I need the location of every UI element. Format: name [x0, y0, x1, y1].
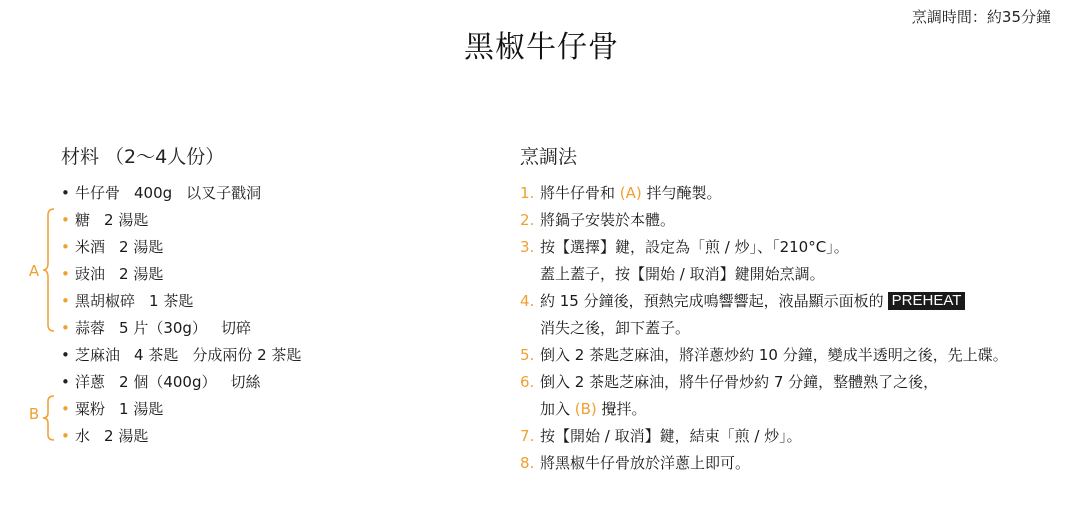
- step-text: 將黑椒牛仔骨放於洋蔥上即可。: [540, 454, 751, 472]
- ingredient-name: 牛仔骨: [75, 184, 121, 202]
- ingredient-qty: 2 湯匙: [104, 427, 149, 445]
- ingredient-name: 蒜蓉: [75, 319, 106, 337]
- ingredient-item: [61, 288, 481, 315]
- bullet-icon: •: [61, 265, 70, 283]
- ingredient-qty: 4 茶匙: [134, 346, 179, 364]
- step-item: [520, 288, 1080, 342]
- step-number: 4.: [520, 292, 535, 310]
- ingredient-note: 分成兩份 2 茶匙: [192, 346, 302, 364]
- step-text: 倒入 2 茶匙芝麻油，將牛仔骨炒約 7 分鐘，整體熟了之後，: [540, 373, 939, 391]
- method-heading: 烹調法: [520, 146, 578, 168]
- step-item: [520, 180, 1080, 207]
- group-b-brace-icon: [41, 394, 57, 442]
- step-text: 按【開始 / 取消】鍵，結束「煎 / 炒」。: [540, 427, 802, 445]
- step-item: [520, 234, 1080, 288]
- ingredient-name: 糖: [75, 211, 91, 229]
- step-item: [520, 369, 1080, 423]
- bullet-icon: •: [61, 184, 70, 202]
- step-item: [520, 207, 1080, 234]
- ingredient-name: 芝麻油: [75, 346, 121, 364]
- ingredient-qty: 400g: [134, 184, 173, 202]
- step-number: 1.: [520, 184, 535, 202]
- ingredient-item: [61, 207, 481, 234]
- bullet-icon: •: [61, 292, 70, 310]
- recipe-title: 黑椒牛仔骨: [464, 30, 619, 65]
- ingredient-note: 切碎: [220, 319, 251, 337]
- step-text: 拌勻醃製。: [641, 184, 722, 202]
- group-a-brace-icon: [41, 207, 57, 333]
- group-b-label: B: [28, 405, 40, 423]
- ingredient-qty: 2 個（400g）: [119, 373, 217, 391]
- step-text: 倒入 2 茶匙芝麻油，將洋蔥炒約 10 分鐘，變成半透明之後，先上碟。: [540, 346, 1008, 364]
- ingredient-list: [61, 180, 481, 450]
- step-text-continued: 蓋上蓋子，按【開始 / 取消】鍵開始烹調。: [540, 265, 825, 283]
- ingredient-item: [61, 396, 481, 423]
- ingredient-item: [61, 234, 481, 261]
- ingredient-note: 以叉子戳洞: [186, 184, 262, 202]
- step-list: [520, 180, 1080, 477]
- group-ref: (A): [619, 184, 642, 202]
- step-number: 6.: [520, 373, 535, 391]
- step-text-continued: 消失之後，卸下蓋子。: [540, 319, 691, 337]
- step-number: 5.: [520, 346, 535, 364]
- bullet-icon: •: [61, 346, 70, 364]
- ingredient-item: [61, 315, 481, 342]
- ingredient-name: 水: [75, 427, 91, 445]
- bullet-icon: •: [61, 238, 70, 256]
- ingredient-item: [61, 261, 481, 288]
- ingredient-item: [61, 369, 481, 396]
- step-number: 2.: [520, 211, 535, 229]
- ingredient-name: 米酒: [75, 238, 106, 256]
- ingredient-name: 豉油: [75, 265, 106, 283]
- cook-time: 烹調時間：約35分鐘: [911, 8, 1051, 26]
- group-a-label: A: [28, 262, 40, 280]
- bullet-icon: •: [61, 373, 70, 391]
- step-text: 將牛仔骨和: [540, 184, 620, 202]
- step-text: 按【選擇】鍵，設定為「煎 / 炒」、「210°C」。: [540, 238, 849, 256]
- method-section: [520, 146, 1080, 477]
- step-text-continued: [520, 396, 1080, 423]
- step-text: 攪拌。: [596, 400, 647, 418]
- preheat-display-tag: PREHEAT: [888, 292, 966, 310]
- ingredient-name: 黑胡椒碎: [75, 292, 136, 310]
- step-item: [520, 423, 1080, 450]
- ingredients-section: [61, 146, 481, 450]
- bullet-icon: •: [61, 211, 70, 229]
- ingredient-qty: 1 湯匙: [119, 400, 164, 418]
- step-item: [520, 450, 1080, 477]
- ingredient-note: 切絲: [230, 373, 261, 391]
- step-item: [520, 342, 1080, 369]
- ingredient-item: [61, 423, 481, 450]
- ingredient-item: [61, 180, 481, 207]
- group-ref: (B): [574, 400, 597, 418]
- step-number: 7.: [520, 427, 535, 445]
- ingredient-qty: 1 茶匙: [149, 292, 194, 310]
- step-number: 8.: [520, 454, 535, 472]
- ingredient-name: 洋蔥: [75, 373, 106, 391]
- ingredient-qty: 2 湯匙: [119, 238, 164, 256]
- ingredient-item: [61, 342, 481, 369]
- step-text: 加入: [540, 400, 575, 418]
- step-number: 3.: [520, 238, 535, 256]
- step-text: 約 15 分鐘後，預熱完成鳴響響起，液晶顯示面板的: [540, 292, 884, 310]
- step-text: 將鍋子安裝於本體。: [540, 211, 676, 229]
- bullet-icon: •: [61, 400, 70, 418]
- ingredients-heading: 材料 （2～4人份）: [61, 146, 225, 168]
- ingredient-name: 粟粉: [75, 400, 106, 418]
- ingredient-qty: 5 片（30g）: [119, 319, 207, 337]
- ingredient-qty: 2 湯匙: [104, 211, 149, 229]
- ingredient-qty: 2 湯匙: [119, 265, 164, 283]
- bullet-icon: •: [61, 319, 70, 337]
- bullet-icon: •: [61, 427, 70, 445]
